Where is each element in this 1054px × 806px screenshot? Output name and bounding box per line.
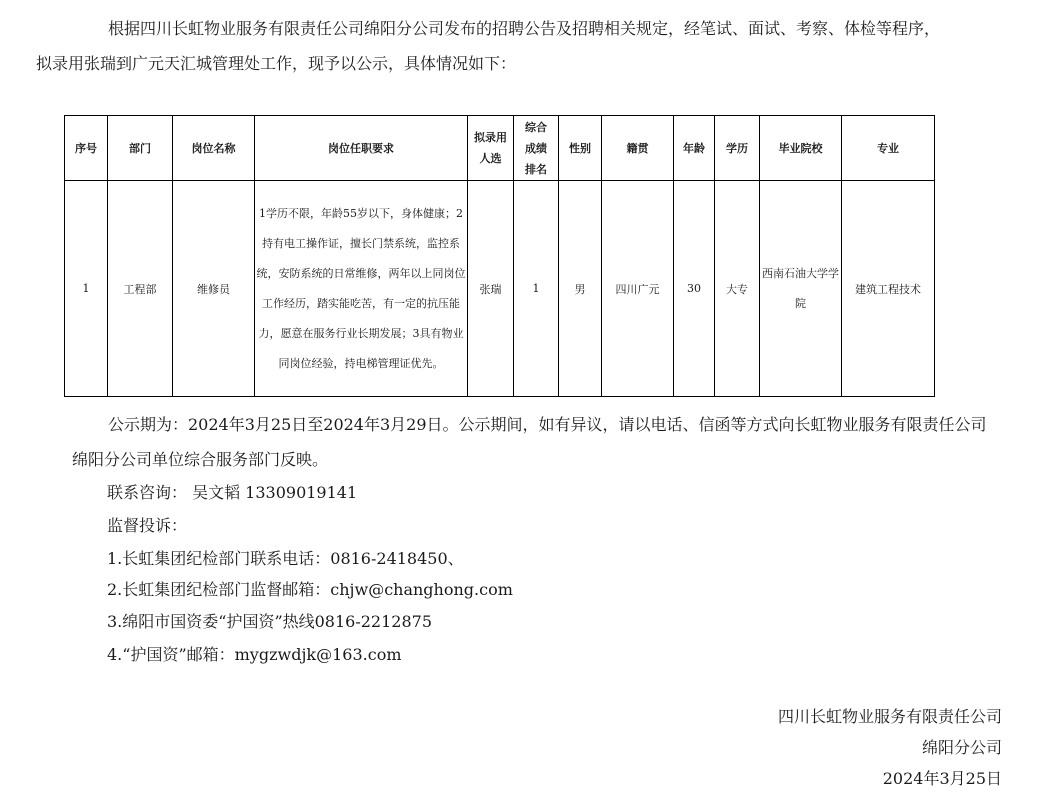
header-cell: 拟录用人选 xyxy=(468,116,514,181)
signature-branch: 绵阳分公司 xyxy=(921,738,1002,757)
cell-school: 西南石油大学学院 xyxy=(760,181,842,397)
cell-major: 建筑工程技术 xyxy=(842,181,935,397)
intro-line-2: 拟录用张瑞到广元天汇城管理处工作，现予以公示，具体情况如下： xyxy=(36,54,517,73)
cell-education: 大专 xyxy=(715,181,760,397)
intro-paragraph xyxy=(36,11,1002,81)
contact-line: 联系咨询： 吴文韬 13309019141 xyxy=(107,483,358,502)
supervision-item: 3.绵阳市国资委“护国资”热线0816-2212875 xyxy=(107,612,433,631)
header-cell: 学历 xyxy=(715,116,760,181)
supervision-title: 监督投诉： xyxy=(107,516,188,535)
header-cell: 专业 xyxy=(842,116,935,181)
supervision-item: 4.“护国资”邮箱：mygzwdjk@163.com xyxy=(107,645,402,664)
cell-position: 维修员 xyxy=(173,181,255,397)
cell-rank: 1 xyxy=(514,181,559,397)
table-header-row xyxy=(65,116,935,181)
header-cell: 综合成绩排名 xyxy=(514,116,559,181)
cell-gender: 男 xyxy=(559,181,602,397)
header-cell: 部门 xyxy=(108,116,173,181)
cell-age: 30 xyxy=(674,181,715,397)
period-paragraph: 公示期为：2024年3月25日至2024年3月29日。公示期间，如有异议，请以电话、信函等方式向长虹物业服务有限责任公司绵阳分公司单位综合服务部门反映。 xyxy=(72,415,987,469)
cell-department: 工程部 xyxy=(108,181,173,397)
cell-requirements: 1学历不限，年龄55岁以下，身体健康；2持有电工操作证，擅长门禁系统，监控系统，安防系统的日常维修，两年以上同岗位工作经历，踏实能吃苦，有一定的抗压能力，愿意在服务行业长期发展；3具有物业同岗位经验，持电梯管理证优先。 xyxy=(255,181,468,397)
signature-company: 四川长虹物业服务有限责任公司 xyxy=(777,707,1002,726)
cell-seq: 1 xyxy=(65,181,108,397)
header-cell: 毕业院校 xyxy=(760,116,842,181)
header-cell: 籍贯 xyxy=(602,116,674,181)
header-cell: 年龄 xyxy=(674,116,715,181)
cell-origin: 四川广元 xyxy=(602,181,674,397)
header-cell: 序号 xyxy=(65,116,108,181)
intro-line-1: 根据四川长虹物业服务有限责任公司绵阳分公司发布的招聘公告及招聘相关规定，经笔试、面试、考察、体检等程序， xyxy=(108,19,941,38)
cell-candidate: 张瑞 xyxy=(468,181,514,397)
supervision-item: 2.长虹集团纪检部门监督邮箱：chjw@changhong.com xyxy=(107,580,513,599)
header-cell: 性别 xyxy=(559,116,602,181)
hiring-table xyxy=(64,115,935,397)
table-row xyxy=(65,181,935,397)
header-cell: 岗位名称 xyxy=(173,116,255,181)
header-cell: 岗位任职要求 xyxy=(255,116,468,181)
supervision-item: 1.长虹集团纪检部门联系电话：0816-2418450、 xyxy=(107,549,464,568)
signature-date: 2024年3月25日 xyxy=(882,769,1002,788)
